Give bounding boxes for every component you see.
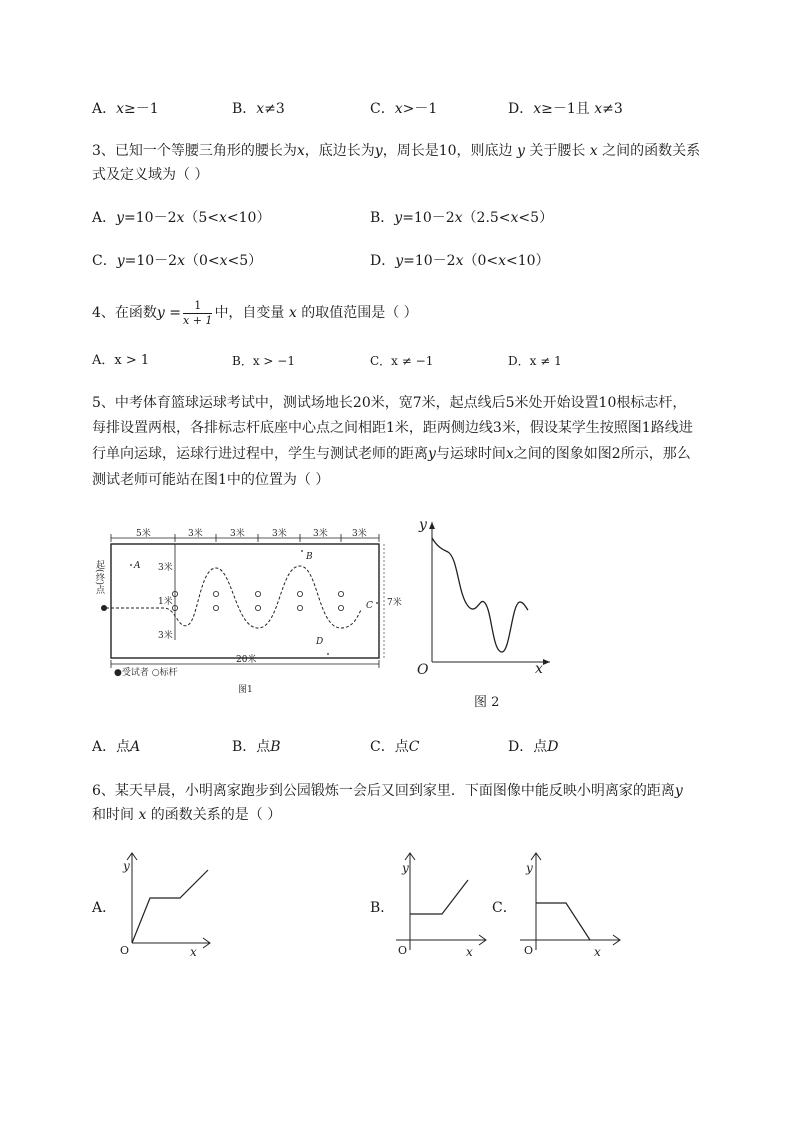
q3-option-c: C．𝑦=10－2𝑥（0<𝑥<5）	[92, 253, 263, 269]
fig2-origin: O	[417, 662, 429, 678]
q6-graph-b-line	[410, 880, 468, 914]
q5-option-a: A．点𝐴	[92, 739, 141, 755]
right-dim: 7米	[387, 598, 402, 608]
top-dim-5: 3米	[352, 529, 367, 539]
q6-graph-b	[394, 848, 494, 963]
fig2-y-label: y	[419, 517, 427, 533]
q6-graph-a	[118, 848, 218, 963]
q4-fraction-denominator: x + 1	[183, 313, 213, 327]
fig2-x-label: x	[535, 661, 543, 677]
q6-graph-a-x: x	[190, 945, 197, 959]
q3-option-b: B．𝑦=10－2𝑥（2.5<𝑥<5）	[370, 210, 554, 226]
q3-option-d: D．𝑦=10－2𝑥（0<𝑥<10）	[370, 253, 550, 269]
q3-stem-line2: 式及定义域为（ ）	[92, 167, 209, 183]
top-dim-0: 5米	[136, 529, 151, 539]
q6-graph-c-origin: O	[524, 944, 534, 957]
q6-graph-a-origin: O	[120, 944, 130, 957]
left-dim-0: 3米	[158, 563, 173, 573]
q6-graph-c	[516, 848, 626, 963]
q4-option-c: C．x ≠ −1	[370, 354, 434, 368]
top-dim-3: 3米	[272, 529, 287, 539]
q4-option-b: B．x > −1	[232, 354, 295, 368]
top-dim-1: 3米	[188, 529, 203, 539]
q6-graph-a-y: y	[123, 859, 130, 873]
q3-option-a: A．𝑦=10－2𝑥（5<𝑥<10）	[92, 210, 271, 226]
q4-function-lhs: 𝑦 =	[156, 305, 182, 321]
q4-prefix: 4、在函数	[92, 305, 157, 321]
figure-2	[410, 512, 560, 712]
top-dim-2: 3米	[230, 529, 245, 539]
q5-option-d: D．点𝐷	[508, 739, 559, 755]
point-a-label: A	[134, 561, 141, 571]
q6-graph-c-line	[536, 903, 590, 940]
q5-stem-line2: 每排设置两根，各排标志杆底座中心点之间相距1米，距两侧边线3米，假设某学生按照图1路线进	[92, 420, 693, 436]
q6-option-a-label: A．	[92, 900, 117, 916]
q2-option-d: D．𝑥≥－1且 𝑥≠3	[508, 101, 623, 117]
q6-graph-a-line	[132, 870, 208, 943]
q5-option-b: B．点𝐵	[232, 739, 281, 755]
top-dim-4: 3米	[313, 529, 328, 539]
start-label: 起(终)点	[94, 560, 104, 595]
q5-stem-line4: 测试老师可能站在图1中的位置为（ ）	[92, 472, 330, 488]
bottom-dim: 20米	[236, 655, 257, 665]
q4-fraction	[183, 299, 212, 328]
q2-option-b: B．𝑥≠3	[232, 101, 285, 117]
q4-fraction-numerator: 1	[183, 299, 212, 314]
fig2-curve	[432, 538, 528, 652]
q2-option-c: C．𝑥>－1	[370, 101, 438, 117]
point-c-label: C	[366, 601, 373, 611]
q5-option-c: C．点𝐶	[370, 739, 420, 755]
q6-graph-b-origin: O	[398, 944, 408, 957]
q2-option-a: A．𝑥≥－1	[92, 101, 159, 117]
figure-1-caption: 图1	[238, 685, 253, 695]
field-rectangle	[111, 544, 379, 658]
figure-2-caption: 图 2	[474, 695, 500, 710]
q3-stem-line1: 3、已知一个等腰三角形的腰长为𝑥，底边长为𝑦，周长是10，则底边 𝑦 关于腰长 𝑥 之间的函数关系	[92, 143, 701, 159]
point-b-label: B	[306, 552, 313, 562]
q4-stem	[92, 297, 418, 329]
q6-option-c-label: C．	[492, 900, 517, 916]
q4-suffix: 中，自变量 𝑥 的取值范围是（ ）	[214, 305, 418, 321]
left-dim-1: 1米	[158, 597, 173, 607]
q6-graph-b-x: x	[466, 945, 473, 959]
figure-1-legend: ●受试者 ○标杆	[114, 668, 178, 678]
q4-option-d: D．x ≠ 1	[508, 354, 562, 368]
q6-stem-line2: 和时间 𝑥 的函数关系的是（ ）	[92, 807, 282, 823]
q4-option-a: A．x > 1	[92, 353, 150, 368]
student-marker	[101, 605, 107, 611]
figure-1	[96, 520, 406, 700]
q6-option-b-label: B．	[370, 900, 395, 916]
q6-graph-c-x: x	[594, 945, 601, 959]
point-d-label: D	[316, 637, 324, 647]
dribble-route	[106, 566, 361, 628]
q6-graph-b-y: y	[402, 861, 409, 875]
left-dim-2: 3米	[158, 631, 173, 641]
q5-stem-line3: 行单向运球，运球行进过程中，学生与测试老师的距离𝑦与运球时间𝑥之间的图象如图2所示，那么	[92, 446, 691, 462]
q6-stem-line1: 6、某天早晨，小明离家跑步到公园锻炼一会后又回到家里．下面图像中能反映小明离家的距离𝑦	[92, 783, 683, 799]
q6-graph-c-y: y	[526, 861, 533, 875]
q5-stem-line1: 5、中考体育篮球运球考试中，测试场地长20米，宽7米，起点线后5米处开始设置10根标志杆，	[92, 395, 687, 411]
